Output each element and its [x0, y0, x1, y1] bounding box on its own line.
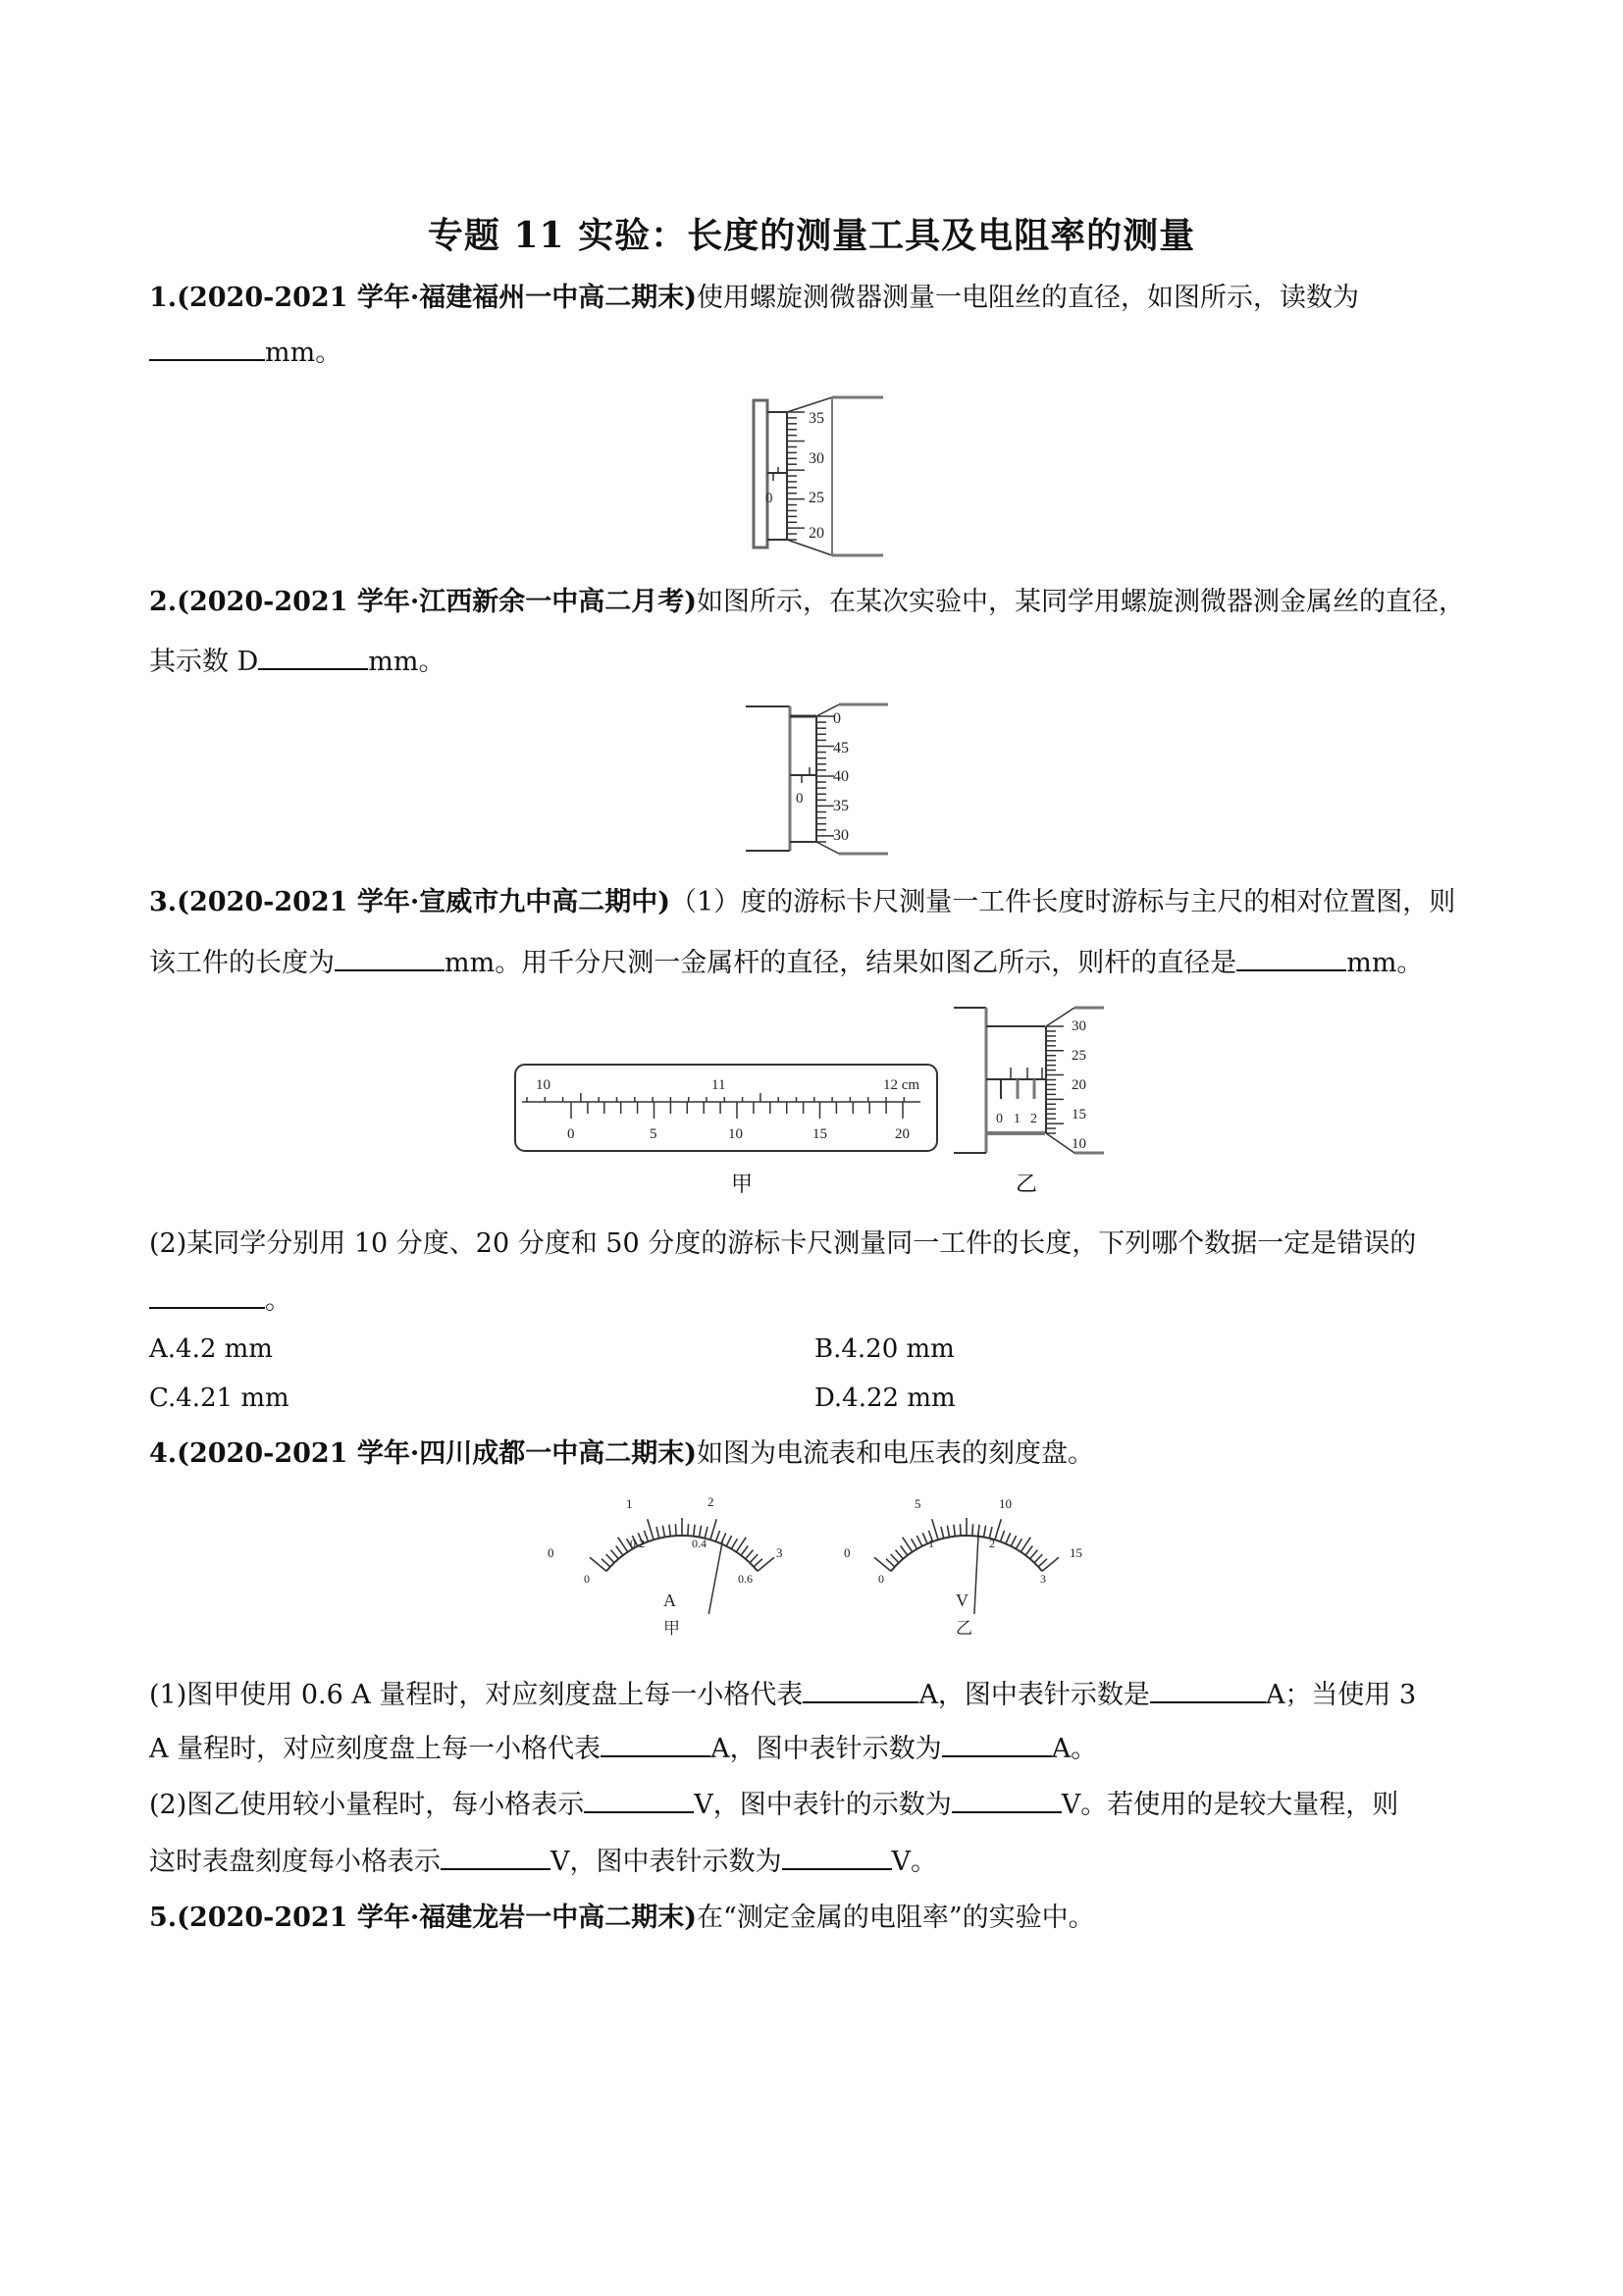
- ammeter-outer-label: 1: [626, 1496, 633, 1511]
- q4-p1-c: A；当使用 3: [1265, 1680, 1417, 1710]
- q4-blank-6[interactable]: [952, 1786, 1062, 1813]
- q3-line1: [149, 883, 1455, 922]
- dial-tick: [611, 1550, 619, 1559]
- caliper-vernier-label: 5: [650, 1126, 657, 1142]
- dial-tick: [694, 1525, 695, 1537]
- q2-source: 2.(2020-2021 学年·江西新余一中高二月考): [149, 587, 698, 617]
- q5-line1: [149, 1899, 1095, 1938]
- q1-main-zero: 0: [765, 491, 773, 506]
- ammeter-inner-label: 0.6: [738, 1572, 753, 1586]
- q3-part2-line2: [149, 1281, 291, 1321]
- q2-micrometer-figure: [741, 699, 908, 861]
- ammeter-caption: 甲: [663, 1619, 680, 1638]
- caliper-main-label: 10: [536, 1077, 550, 1093]
- q3-micrometer-tick-label: 25: [1072, 1048, 1086, 1064]
- q1-tick-label: 35: [809, 410, 824, 427]
- ammeter-inner-label: 0.2: [630, 1537, 645, 1550]
- ammeter-inner-label: 0: [584, 1572, 590, 1586]
- q4-p2-c: V。若使用的是较大量程，则: [1061, 1790, 1399, 1820]
- q3-text-a: 该工件的长度为: [149, 948, 335, 978]
- dial-tick: [741, 1546, 748, 1556]
- option-b[interactable]: B.4.20 mm: [814, 1334, 955, 1364]
- q5-text: 在“测定金属的电阻率”的实验中。: [697, 1903, 1095, 1933]
- micrometer-caption: 乙: [1016, 1173, 1038, 1197]
- dial-tick: [960, 1524, 961, 1536]
- q3-micrometer-tick-label: 10: [1072, 1136, 1086, 1152]
- dial-tick: [669, 1525, 670, 1537]
- dial-tick: [726, 1536, 731, 1546]
- caliper-caption: 甲: [731, 1173, 754, 1197]
- ammeter-outer-label: 3: [776, 1545, 783, 1560]
- q4-p2-line2: [149, 1843, 937, 1882]
- caliper-main-label: 12 cm: [883, 1077, 920, 1093]
- option-a[interactable]: A.4.2 mm: [149, 1334, 273, 1364]
- q1-line1: [149, 279, 1359, 318]
- dial-tick: [941, 1527, 944, 1539]
- dial-tick: [891, 1554, 899, 1563]
- q3-length-blank[interactable]: [335, 944, 445, 971]
- q1-tick-label: 25: [809, 490, 824, 506]
- dial-tick: [995, 1519, 1001, 1539]
- q4-blank-4[interactable]: [942, 1730, 1052, 1757]
- option-c[interactable]: C.4.21 mm: [149, 1383, 289, 1413]
- caliper-frame: [515, 1065, 937, 1151]
- q4-p1-d: A 量程时，对应刻度盘上每一小格代表: [149, 1734, 602, 1764]
- dial-tick: [700, 1526, 702, 1538]
- q2-tick-label: 45: [833, 740, 849, 757]
- q3-part2-text: (2)某同学分别用 10 分度、20 分度和 50 分度的游标卡尺测量同一工件的长度，下列哪个数据一定是错误的: [149, 1228, 1417, 1259]
- q2-thimble-ticks: [816, 716, 834, 842]
- q4-blank-7[interactable]: [441, 1843, 550, 1870]
- dial-tick: [896, 1550, 904, 1559]
- q3-caliper-figure: [510, 1060, 952, 1158]
- dial-tick: [602, 1559, 610, 1567]
- dial-tick: [1016, 1539, 1021, 1548]
- q4-blank-2[interactable]: [1150, 1676, 1266, 1703]
- page-title: 专题 11 实验：长度的测量工具及电阻率的测量: [427, 215, 1196, 256]
- q1-anvil: [754, 400, 767, 548]
- q2-text: 如图所示，在某次实验中，某同学用螺旋测微器测金属丝的直径，: [697, 587, 1466, 617]
- dial-tick: [947, 1526, 949, 1538]
- dial-tick: [916, 1536, 921, 1546]
- q4-p2-b: V，图中表针的示数为: [694, 1790, 952, 1820]
- q3-text-b: mm。用千分尺测一金属杆的直径，结果如图乙所示，则杆的直径是: [445, 948, 1237, 978]
- dial-tick: [590, 1557, 606, 1571]
- dial-tick: [644, 1531, 648, 1541]
- q4-p1-f: A。: [1051, 1734, 1098, 1764]
- dial-tick: [710, 1519, 716, 1539]
- q3-micrometer-tick-label: 20: [1072, 1077, 1086, 1093]
- q4-p2-f: V。: [891, 1847, 937, 1877]
- dial-tick: [616, 1546, 623, 1556]
- dial-tick: [731, 1539, 737, 1548]
- q4-p2-line1: [149, 1786, 1398, 1825]
- q2-answer-blank[interactable]: [258, 643, 368, 670]
- dial-tick: [984, 1526, 986, 1538]
- q2-tick-label: 40: [833, 768, 849, 785]
- q4-blank-8[interactable]: [782, 1843, 892, 1870]
- ammeter-outer-label: 0: [548, 1545, 554, 1560]
- option-d[interactable]: D.4.22 mm: [814, 1383, 956, 1413]
- dial-tick: [758, 1557, 774, 1571]
- voltmeter-ticks: [874, 1518, 1059, 1571]
- ammeter-dial: [540, 1487, 824, 1653]
- voltmeter-inner-label: 0: [878, 1572, 884, 1586]
- q4-line1: [149, 1435, 1094, 1474]
- q2-tick-label: 30: [833, 827, 849, 844]
- q4-p1-a: (1)图甲使用 0.6 A 量程时，对应刻度盘上每一小格代表: [149, 1680, 804, 1710]
- q3-micrometer-main-label: 1: [1014, 1112, 1021, 1126]
- q3-micrometer-figure: [952, 1003, 1119, 1160]
- ammeter-needle: [708, 1540, 722, 1614]
- q4-p1-line2: [149, 1730, 1097, 1769]
- q4-p1-line1: [149, 1676, 1416, 1715]
- q4-p2-d: 这时表盘刻度每小格表示: [149, 1847, 441, 1877]
- q3-source: 3.(2020-2021 学年·宣威市九中高二期中): [149, 887, 671, 917]
- caliper-vernier-label: 10: [728, 1126, 743, 1142]
- q4-p2-a: (2)图乙使用较小量程时，每小格表示: [149, 1790, 585, 1820]
- dial-tick: [656, 1527, 659, 1539]
- q2-line1: [149, 583, 1465, 622]
- voltmeter-symbol: V: [956, 1591, 969, 1610]
- q1-text: 使用螺旋测微器测量一电阻丝的直径，如图所示，读数为: [697, 283, 1360, 313]
- q3-part2-line1: [149, 1225, 1416, 1264]
- voltmeter-inner-label: 3: [1040, 1572, 1046, 1586]
- q2-tick-label: 0: [833, 710, 841, 727]
- q1-line2: [149, 334, 341, 373]
- q1-answer-blank[interactable]: [149, 334, 265, 361]
- dial-tick: [1038, 1559, 1047, 1567]
- q3-text: （1）度的游标卡尺测量一工件长度时游标与主尺的相对位置图，则: [670, 887, 1456, 917]
- q4-blank-5[interactable]: [584, 1786, 694, 1813]
- q2-tick-label: 35: [833, 798, 849, 814]
- q3-micrometer-tick-label: 15: [1072, 1107, 1086, 1122]
- q3-micrometer-main-label: 2: [1030, 1112, 1037, 1126]
- dial-tick: [1030, 1550, 1038, 1559]
- ammeter-outer-label: 2: [707, 1494, 714, 1509]
- q4-p2-e: V，图中表针示数为: [550, 1847, 782, 1877]
- dial-tick: [1042, 1557, 1059, 1571]
- voltmeter-dial: [834, 1487, 1099, 1653]
- dial-tick: [648, 1519, 654, 1539]
- dial-tick: [1006, 1533, 1011, 1543]
- q4-p1-e: A，图中表针示数为: [710, 1734, 942, 1764]
- dial-tick: [750, 1554, 758, 1563]
- dial-tick: [662, 1526, 664, 1538]
- dial-tick: [754, 1559, 762, 1567]
- voltmeter-outer-label: 5: [915, 1496, 921, 1511]
- q1-tick-label: 20: [809, 525, 824, 542]
- q1-tick-label: 30: [809, 450, 824, 467]
- caliper-vernier-label: 20: [895, 1126, 910, 1142]
- caliper-vernier-label: 0: [567, 1126, 575, 1142]
- dial-tick: [1011, 1536, 1016, 1546]
- q5-source: 5.(2020-2021 学年·福建龙岩一中高二期末): [149, 1903, 698, 1933]
- dial-arc: [891, 1536, 1042, 1571]
- ammeter-symbol: A: [663, 1591, 676, 1610]
- dial-tick: [922, 1533, 927, 1543]
- dial-tick: [954, 1525, 955, 1537]
- voltmeter-caption: 乙: [956, 1619, 972, 1638]
- dial-tick: [746, 1550, 754, 1559]
- q2-prefix: 其示数 D: [149, 647, 259, 677]
- voltmeter-inner-label: 2: [989, 1537, 995, 1550]
- q1-micrometer-figure: [746, 392, 903, 564]
- dial-tick: [912, 1539, 917, 1548]
- q3-micrometer-thimble-ticks: [1046, 1026, 1064, 1133]
- ammeter-inner-label: 0.4: [692, 1537, 707, 1550]
- voltmeter-outer-label: 10: [999, 1496, 1012, 1511]
- voltmeter-outer-label: 15: [1070, 1545, 1082, 1560]
- q3-diameter-blank[interactable]: [1236, 944, 1346, 971]
- dial-tick: [606, 1554, 614, 1563]
- q2-line2: [149, 643, 445, 682]
- q3-text-c: mm。: [1346, 948, 1424, 978]
- dial-tick: [688, 1524, 689, 1536]
- dial-tick: [715, 1531, 719, 1541]
- q3-part2-blank[interactable]: [149, 1281, 265, 1309]
- dial-tick: [874, 1557, 891, 1571]
- caliper-vernier-label: 15: [812, 1126, 827, 1142]
- q4-blank-1[interactable]: [803, 1676, 918, 1703]
- q1-unit: mm。: [265, 338, 342, 368]
- q2-main-zero: 0: [796, 791, 804, 807]
- q3-line2: [149, 944, 1423, 983]
- q3-micrometer-tick-label: 30: [1072, 1018, 1086, 1034]
- q1-source: 1.(2020-2021 学年·福建福州一中高二期末): [149, 283, 698, 313]
- dial-tick: [901, 1546, 908, 1556]
- dial-tick: [675, 1524, 676, 1536]
- ammeter-ticks: [590, 1518, 774, 1571]
- q3-part2-end: 。: [265, 1285, 291, 1316]
- dial-tick: [972, 1524, 973, 1536]
- q2-unit: mm。: [368, 647, 445, 677]
- q4-source: 4.(2020-2021 学年·四川成都一中高二期末): [149, 1438, 698, 1469]
- voltmeter-needle: [974, 1533, 978, 1614]
- voltmeter-outer-label: 0: [844, 1545, 851, 1560]
- q4-blank-3[interactable]: [601, 1730, 710, 1757]
- dial-tick: [1000, 1531, 1004, 1541]
- voltmeter-inner-label: 1: [928, 1537, 934, 1550]
- q4-p1-b: A，图中表针示数是: [918, 1680, 1150, 1710]
- dial-tick: [1025, 1546, 1032, 1556]
- dial-tick: [886, 1559, 895, 1567]
- q4-text: 如图为电流表和电压表的刻度盘。: [697, 1438, 1095, 1469]
- q3-micrometer-main-label: 0: [996, 1112, 1003, 1126]
- caliper-main-label: 11: [711, 1077, 726, 1093]
- dial-tick: [1034, 1554, 1042, 1563]
- q1-thimble-ticks: [787, 412, 805, 540]
